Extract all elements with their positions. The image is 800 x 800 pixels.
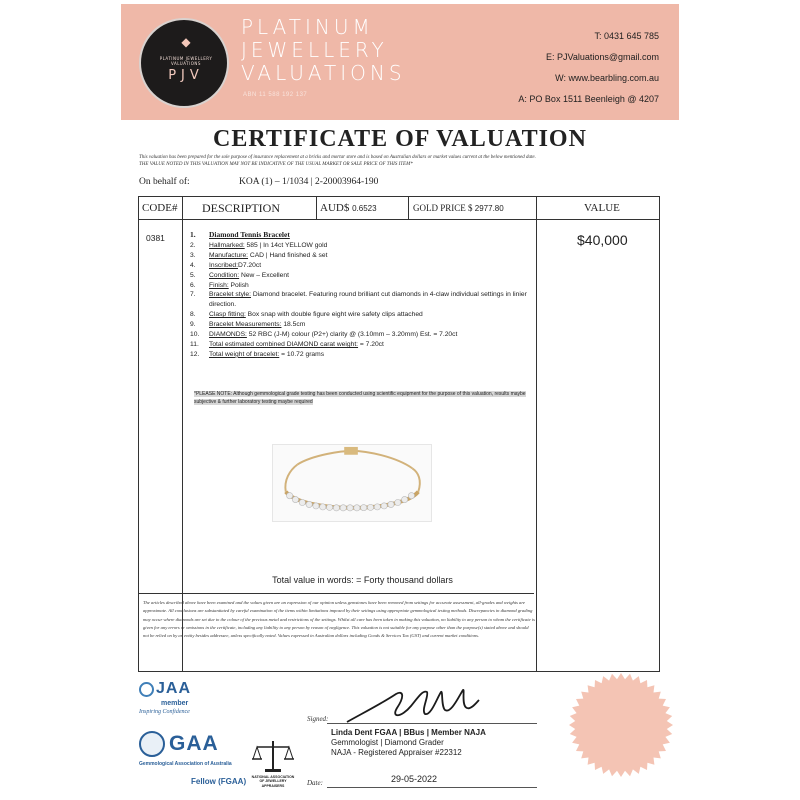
gaa-logo: GAA Gemmological Association of Australia Fellow (FGAA) <box>139 732 247 786</box>
column-divider <box>536 197 537 671</box>
list-item: 10. DIAMONDS: 52 RBC (J-M) colour (P2+) clarity @ (3.10mm – 3.20mm) Est. = 7.20ct <box>190 331 458 339</box>
value-header: VALUE <box>584 202 620 214</box>
signed-label: Signed: <box>307 715 329 723</box>
aud-value: 0.6523 <box>352 204 377 213</box>
gold-label: GOLD PRICE $ <box>413 203 473 213</box>
on-behalf-of <box>139 177 378 187</box>
diamond-icon: ◆ <box>181 35 191 49</box>
header-banner <box>121 4 679 120</box>
aud-header <box>320 197 377 219</box>
valuation-table <box>138 196 660 672</box>
signature-line <box>327 723 537 724</box>
header-divider <box>139 219 659 220</box>
seal-stamp <box>568 672 674 778</box>
company-logo <box>139 18 229 108</box>
on-behalf-value: KOA (1) – 1/1034 | 2-20003964-190 <box>239 177 379 187</box>
list-item: 11. Total estimated combined DIAMOND carat weight: = 7.20ct <box>190 340 384 348</box>
list-item: 8. Clasp fitting: Box snap with double figure eight wire safety clips attached <box>190 311 423 319</box>
item-description-list <box>190 230 535 360</box>
list-item: 6. Finish: Polish <box>190 281 249 289</box>
aud-label: AUD$ <box>320 202 350 214</box>
logo-name: PLATINUM JEWELLERY VALUATIONS <box>159 56 213 66</box>
bracelet-photo <box>272 444 432 522</box>
list-item: 1. Diamond Tennis Bracelet <box>190 230 290 239</box>
website-text: W: www.bearbling.com.au <box>555 73 659 83</box>
date-line <box>327 787 537 788</box>
testing-note: *PLEASE NOTE: Although gemmological grade testing has been conducted using scientific equipment for the purpose of this valuation, results maybe subjective & further laboratory testing maybe required <box>194 391 526 405</box>
fine-print: The articles described above have been examined and the values given are an expression of our opinion unless gemstones have been removed from settings for accurate assessment, all-grades and weights are approximate. All conclusions are substantiated by careful examination of the items within limitations imposed by their settings using appropriate gemmological testing methods. Discrepancies in diamond grading may occur where diamonds are set due to the colour of the precious metal and restrictions of the settings. Whilst all care has been taken in making this valuation, no liability to any person to whom the certificate is given for any errors or omissions in the certificate, including any liability to any person by reason of negligence. This valuation is not suitable for any purpose other than the purpose(s) stated above and should not be relied on by an entity besides addressee, unless specifically noted. Values expressed in Australian dollars including Goods & Services Tax (GST) and current market conditions. <box>143 600 535 639</box>
company-line: PLATINUM <box>241 15 374 39</box>
jaa-emblem-icon <box>139 682 154 697</box>
scales-icon <box>249 737 297 775</box>
disclaimer-line: This valuation has been prepared for the sole purpose of insurance replacement at a bricks and mortar store and is based on Australian dollars or market values current at the below mentioned date. <box>139 155 536 160</box>
certificate-title: CERTIFICATE OF VALUATION <box>213 126 587 152</box>
on-behalf-label: On behalf of: <box>139 177 190 187</box>
disclaimer <box>139 155 669 168</box>
naja-logo: NATIONAL ASSOCIATION OF JEWELLERY APPRAISERS <box>249 737 297 792</box>
list-item: 9. Bracelet Measurements: 18.5cm <box>190 321 306 329</box>
abn-number: ABN 11 588 192 137 <box>243 92 308 98</box>
total-value-in-words: Total value in words: = Forty thousand dollars <box>272 575 453 585</box>
appraiser-registration: NAJA - Registered Appraiser #22312 <box>331 748 462 757</box>
jaa-logo: JAA member Inspiring Confidence <box>139 680 192 715</box>
company-name <box>241 16 406 85</box>
header-divider-gold <box>408 197 409 219</box>
item-code: 0381 <box>146 233 165 243</box>
certificate-page <box>121 4 679 796</box>
gold-value: 2977.80 <box>474 204 504 213</box>
logo-initials: PJV <box>168 68 204 83</box>
email-text: E: PJValuations@gmail.com <box>545 52 659 62</box>
description-header: DESCRIPTION <box>202 201 281 215</box>
gold-header <box>413 197 504 219</box>
date-value: 29-05-2022 <box>391 774 438 784</box>
phone-text: T: 0431 645 785 <box>594 31 659 41</box>
item-value: $40,000 <box>577 232 628 248</box>
address-text: A: PO Box 1511 Beenleigh @ 4207 <box>518 94 659 104</box>
header-divider-aud <box>316 197 317 219</box>
list-item: 12. Total weight of bracelet: = 10.72 grams <box>190 350 325 358</box>
list-item: 2. Hallmarked: 585 | In 14ct YELLOW gold <box>190 241 328 249</box>
contact-block <box>518 26 659 110</box>
code-header: CODE# <box>142 202 178 214</box>
date-label: Date: <box>307 779 323 787</box>
list-item: 3. Manufacture: CAD | Hand finished & set <box>190 251 328 259</box>
company-line: VALUATIONS <box>241 61 406 85</box>
gaa-emblem-icon <box>139 731 165 757</box>
appraiser-name: Linda Dent FGAA | BBus | Member NAJA <box>331 728 486 737</box>
appraiser-details <box>331 728 486 758</box>
list-item: 4. Inscribed:D7.20ct <box>190 261 262 269</box>
list-item: 7. Bracelet style: Diamond bracelet. Featuring round brilliant cut diamonds in 4-claw individual settings in linier direction. <box>190 291 527 309</box>
fine-print-divider <box>139 593 534 594</box>
disclaimer-line: THE VALUE NOTED IN THIS VALUATION MAY NOT BE INDICATIVE OF THE USUAL MARKET OR SALE PRICE OF THIS ITEM* <box>139 161 413 167</box>
appraiser-title: Gemmologist | Diamond Grader <box>331 738 444 747</box>
list-item: 5. Condition: New – Excellent <box>190 271 289 279</box>
signature <box>341 684 481 728</box>
company-line: JEWELLERY <box>241 38 388 62</box>
